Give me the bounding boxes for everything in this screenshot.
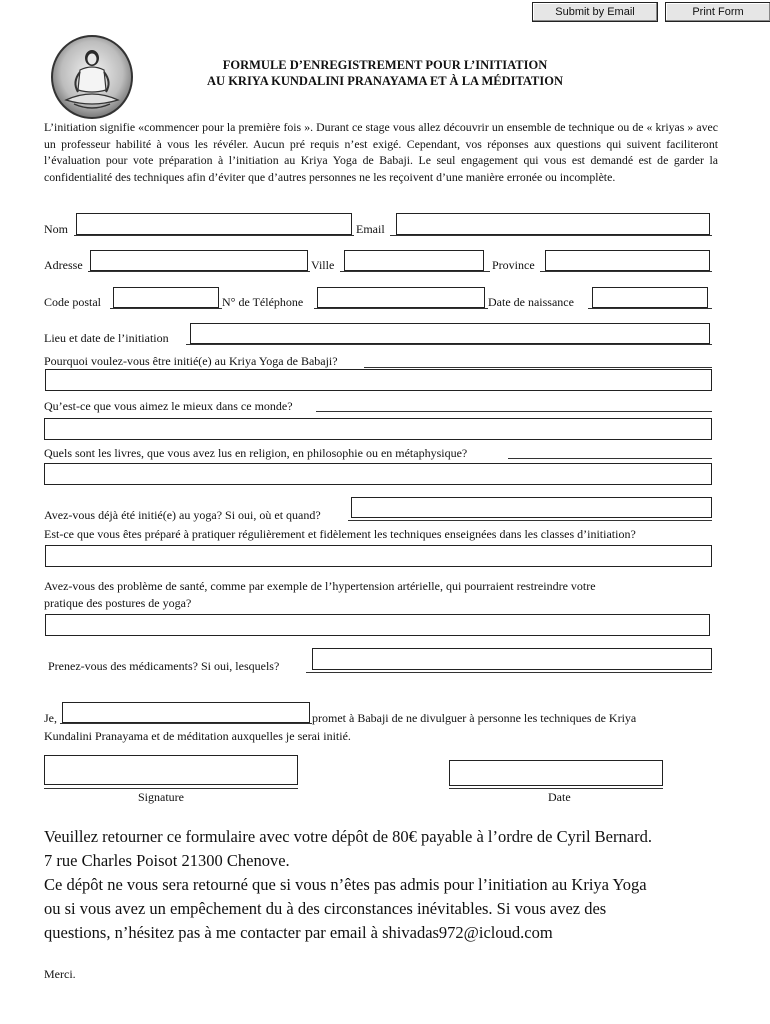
telephone-label: N° de Téléphone [222, 295, 304, 309]
question-2-input[interactable] [44, 418, 712, 440]
question-7-label: Prenez-vous des médicaments? Si oui, lesquels? [48, 659, 280, 673]
intro-paragraph: L’initiation signifie «commencer pour la première fois ». Durant ce stage vous allez découvrir un ensemble de technique ou de « kriyas » avec un professeur habilité à vous les révéler. Aucun pré requis n’est exigé. Cependant, vos réponses aux questions qui suivent faciliteront l’évaluation pour vote préparation à l’initiation au Kriya Yoga de Babaji. Le seul engagement qui vous est demandé est de garder la confidentialité des techniques afin d’éviter que d’autres personnes ne les reçoivent d’une manière erronée ou incomplète. [44, 120, 718, 184]
province-label: Province [492, 258, 535, 272]
nom-input[interactable] [76, 213, 352, 235]
adresse-label: Adresse [44, 258, 83, 272]
question-5-input[interactable] [45, 545, 712, 567]
question-6-label-line1: Avez-vous des problème de santé, comme par exemple de l’hypertension artérielle, qui pourraient restreindre votre [44, 579, 596, 593]
footer-line4: ou si vous avez un empêchement du à des circonstances inévitables. Si vous avez des [44, 899, 607, 918]
nom-label: Nom [44, 222, 68, 236]
print-form-button[interactable]: Print Form [665, 2, 770, 22]
question-1-label: Pourquoi voulez-vous être initié(e) au Kriya Yoga de Babaji? [44, 354, 338, 368]
question-6-label-line2: pratique des postures de yoga? [44, 596, 192, 610]
date-label: Date [548, 790, 571, 804]
question-5-label: Est-ce que vous êtes préparé à pratiquer régulièrement et fidèlement les techniques enseignées dans les classes d’initiation? [44, 527, 636, 541]
merci-text: Merci. [44, 967, 76, 981]
email-input[interactable] [396, 213, 710, 235]
form-title-line2: AU KRIYA KUNDALINI PRANAYAMA ET À LA MÉDITATION [207, 74, 563, 88]
question-2-label: Qu’est-ce que vous aimez le mieux dans ce monde? [44, 399, 293, 413]
promise-name-input[interactable] [62, 702, 310, 723]
lieu-date-input[interactable] [190, 323, 710, 344]
naissance-label: Date de naissance [488, 295, 574, 309]
lieu-date-label: Lieu et date de l’initiation [44, 331, 169, 345]
question-4-input[interactable] [351, 497, 712, 518]
babaji-logo [50, 34, 134, 120]
naissance-input[interactable] [592, 287, 708, 308]
question-1-input[interactable] [45, 369, 712, 391]
form-title-line1: FORMULE D’ENREGISTREMENT POUR L’INITIATION [222, 58, 548, 72]
code-postal-label: Code postal [44, 295, 101, 309]
ville-input[interactable] [344, 250, 484, 271]
question-7-input[interactable] [312, 648, 712, 670]
question-3-input[interactable] [44, 463, 712, 485]
telephone-input[interactable] [317, 287, 485, 308]
adresse-input[interactable] [90, 250, 308, 271]
footer-line2: 7 rue Charles Poisot 21300 Chenove. [44, 851, 290, 870]
footer-line5: questions, n’hésitez pas à me contacter par email à shivadas972@icloud.com [44, 923, 553, 942]
signature-label: Signature [138, 790, 184, 804]
signature-input[interactable] [44, 755, 298, 785]
footer-line1: Veuillez retourner ce formulaire avec votre dépôt de 80€ payable à l’ordre de Cyril Bernard. [44, 827, 652, 846]
question-4-label: Avez-vous déjà été initié(e) au yoga? Si oui, où et quand? [44, 508, 321, 522]
submit-by-email-button[interactable]: Submit by Email [532, 2, 658, 22]
ville-label: Ville [311, 258, 335, 272]
question-3-label: Quels sont les livres, que vous avez lus en religion, en philosophie ou en métaphysique? [44, 446, 468, 460]
question-6-input[interactable] [45, 614, 710, 636]
province-input[interactable] [545, 250, 710, 271]
email-label: Email [356, 222, 385, 236]
code-postal-input[interactable] [113, 287, 219, 308]
promise-je-label: Je, [44, 711, 57, 725]
promise-line2: Kundalini Pranayama et de méditation auxquelles je serai initié. [44, 729, 351, 743]
promise-line1: promet à Babaji de ne divulguer à personne les techniques de Kriya [312, 711, 637, 725]
footer-line3: Ce dépôt ne vous sera retourné que si vous n’êtes pas admis pour l’initiation au Kriya Yoga [44, 875, 647, 894]
date-input[interactable] [449, 760, 663, 786]
